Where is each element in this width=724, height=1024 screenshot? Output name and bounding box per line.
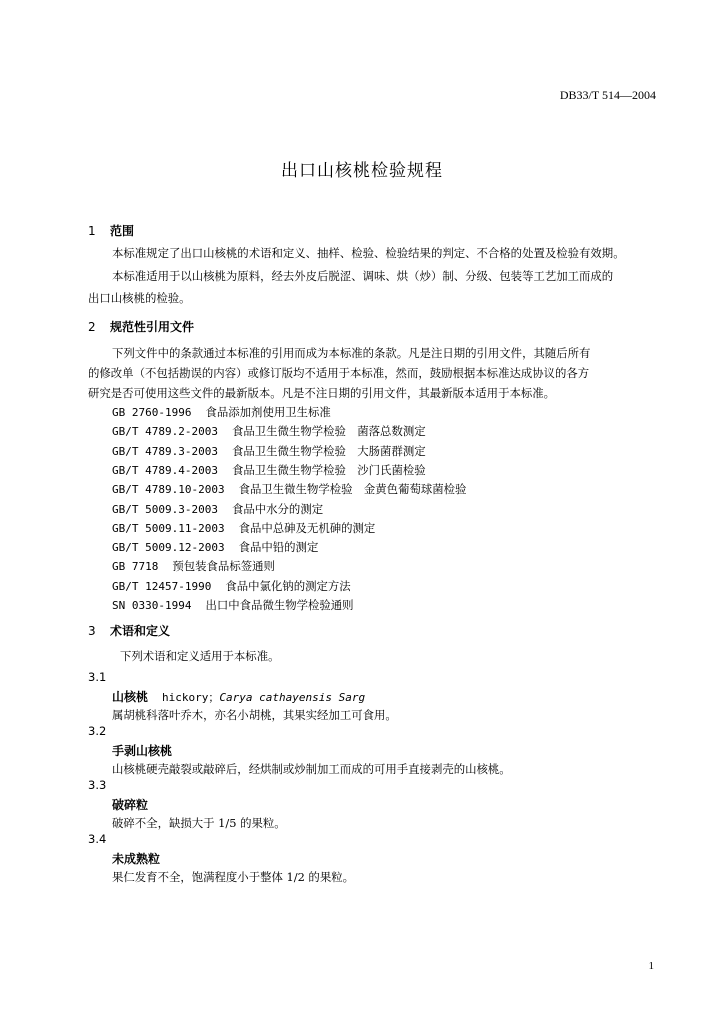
reference-code: SN 0330-1994: [112, 599, 192, 612]
reference-title: 出口中食品微生物学检验通则: [205, 598, 354, 612]
reference-title: 预包装食品标签通则: [172, 559, 275, 573]
paragraph: 本标准适用于以山核桃为原料，经去外皮后脱涩、调味、烘（炒）制、分级、包装等工艺加工而成的: [112, 269, 614, 283]
reference-item: [112, 462, 426, 478]
term-definition: 破碎不全，缺损大于 1/5 的果粒。: [112, 816, 286, 830]
term-name: 山核桃: [112, 690, 149, 704]
term-name-line: [112, 850, 160, 867]
reference-code: GB/T 5009.12-2003: [112, 541, 225, 554]
reference-code: GB/T 4789.4-2003: [112, 464, 218, 477]
reference-item: [112, 423, 426, 439]
reference-item: [112, 404, 331, 420]
reference-code: GB 2760-1996: [112, 406, 192, 419]
term-name: 破碎粒: [112, 798, 149, 812]
term-name-line: [112, 742, 172, 759]
reference-code: GB 7718: [112, 560, 159, 573]
term-name-line: [112, 796, 148, 813]
reference-title: 食品中铅的测定: [238, 540, 319, 554]
term-number: 3.1: [88, 670, 107, 684]
reference-title: 食品卫生微生物学检验 金黄色葡萄球菌检验: [238, 482, 467, 496]
paragraph: 本标准规定了出口山核桃的术语和定义、抽样、检验、检验结果的判定、不合格的处置及检验有效期。: [112, 246, 625, 260]
paragraph-continuation: 的修改单（不包括勘误的内容）或修订版均不适用于本标准，然而，鼓励根据本标准达成协议的各方: [88, 366, 590, 380]
paragraph: 下列术语和定义适用于本标准。: [120, 649, 280, 663]
page-title: 出口山核桃检验规程: [281, 161, 443, 181]
term-english-name: hickory；: [162, 691, 220, 704]
section-1-heading: [88, 222, 134, 239]
section-3-heading: [88, 622, 170, 639]
reference-title: 食品中氯化钠的测定方法: [225, 579, 351, 593]
section-number: 2: [88, 320, 96, 334]
reference-code: GB/T 12457-1990: [112, 580, 212, 593]
reference-item: [112, 443, 426, 459]
reference-item: [112, 597, 354, 613]
term-name: 手剥山核桃: [112, 744, 173, 758]
term-definition: 果仁发育不全，饱满程度小于整体 1/2 的果粒。: [112, 870, 354, 884]
reference-item: [112, 481, 466, 497]
reference-item: [112, 578, 351, 594]
section-title: 术语和定义: [110, 624, 171, 638]
section-number: 1: [88, 224, 96, 238]
term-name-line: [112, 688, 365, 705]
term-number: 3.3: [88, 778, 107, 792]
section-number: 3: [88, 624, 96, 638]
paragraph-continuation: 研究是否可使用这些文件的最新版本。凡是不注日期的引用文件，其最新版本适用于本标准。: [88, 386, 556, 400]
reference-code: GB/T 4789.3-2003: [112, 445, 218, 458]
reference-title: 食品卫生微生物学检验 大肠菌群测定: [231, 444, 426, 458]
paragraph-continuation: 出口山核桃的检验。: [88, 291, 191, 305]
term-latin-name: Carya cathayensis Sarg: [219, 691, 366, 704]
section-2-heading: [88, 318, 194, 335]
reference-code: GB/T 5009.11-2003: [112, 522, 225, 535]
section-title: 范围: [110, 224, 135, 238]
term-number: 3.4: [88, 832, 107, 846]
term-name: 未成熟粒: [112, 852, 161, 866]
reference-code: GB/T 4789.10-2003: [112, 483, 225, 496]
reference-item: [112, 501, 323, 517]
reference-code: GB/T 5009.3-2003: [112, 503, 218, 516]
reference-title: 食品中总砷及无机砷的测定: [238, 521, 376, 535]
section-title: 规范性引用文件: [110, 320, 195, 334]
reference-item: [112, 520, 375, 536]
reference-item: [112, 539, 318, 555]
standard-number: DB33/T 514—2004: [559, 88, 656, 102]
reference-title: 食品卫生微生物学检验 沙门氏菌检验: [231, 463, 426, 477]
reference-title: 食品中水分的测定: [231, 502, 324, 516]
term-number: 3.2: [88, 724, 107, 738]
reference-code: GB/T 4789.2-2003: [112, 425, 218, 438]
reference-title: 食品卫生微生物学检验 菌落总数测定: [231, 424, 426, 438]
reference-item: [112, 558, 275, 574]
term-definition: 山核桃硬壳敲裂或敲碎后，经烘制或炒制加工而成的可用手直接剥壳的山核桃。: [112, 762, 511, 776]
page-number: 1: [648, 960, 654, 972]
paragraph: 下列文件中的条款通过本标准的引用而成为本标准的条款。凡是注日期的引用文件，其随后所有: [112, 346, 591, 360]
reference-title: 食品添加剂使用卫生标准: [205, 405, 331, 419]
term-definition: 属胡桃科落叶乔木，亦名小胡桃，其果实经加工可食用。: [112, 708, 397, 722]
